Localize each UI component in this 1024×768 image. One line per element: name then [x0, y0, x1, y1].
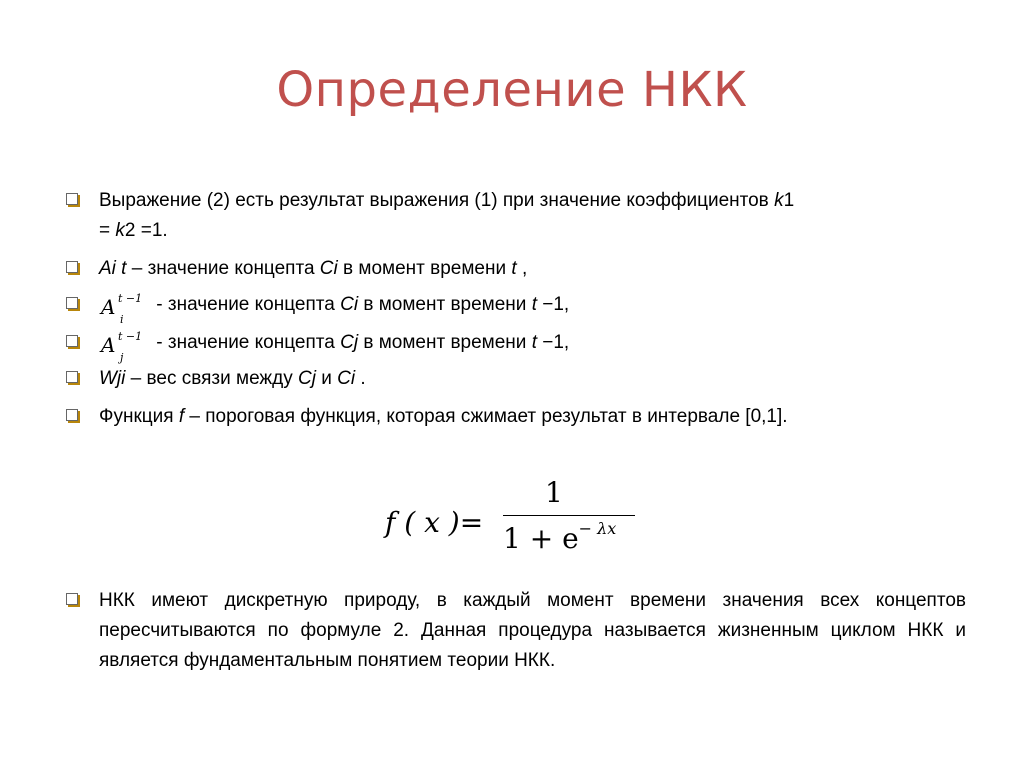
bullet-item-2 — [66, 254, 966, 284]
bullet-text: −1, — [536, 332, 570, 354]
math-base: A — [101, 333, 116, 357]
bullet-item-3 — [66, 290, 966, 326]
bullet-text: – значение концепта — [126, 258, 320, 279]
bullet-text: . — [355, 368, 366, 389]
formula-numerator: 1 — [545, 476, 563, 509]
math-a-i-t-minus-1 — [99, 290, 151, 326]
var-t: t — [511, 258, 517, 279]
bullet-item-6 — [66, 402, 966, 432]
bullet-text: Функция — [99, 406, 179, 427]
denominator-base: 1 + e — [503, 522, 579, 555]
square-bullet-icon — [66, 593, 80, 607]
var-f: f — [178, 406, 185, 427]
var-ai-t: Ai t — [99, 258, 127, 279]
slide-title: Определение НКК — [276, 62, 748, 118]
square-bullet-icon — [66, 335, 80, 349]
var-cj: Cj — [298, 368, 316, 389]
sigmoid-formula — [385, 476, 645, 566]
k2-rest: 2 =1. — [124, 220, 168, 241]
bullet-item-5 — [66, 364, 966, 394]
square-bullet-icon — [66, 261, 80, 275]
formula-denominator — [503, 519, 617, 555]
bullet-text: – вес связи между — [125, 368, 299, 389]
math-superscript: t −1 — [118, 292, 143, 305]
var-ci: Ci — [319, 258, 338, 279]
math-subscript: j — [120, 351, 124, 364]
math-superscript: t −1 — [118, 330, 143, 343]
bullet-text: в момент времени — [337, 258, 512, 279]
bullet-text: - значение концепта — [151, 332, 341, 354]
math-subscript: i — [120, 313, 124, 326]
bullet-text: в момент времени — [358, 332, 532, 354]
var-cj: Cj — [340, 332, 359, 354]
denominator-exponent: − λx — [578, 519, 617, 538]
var-k: k — [115, 220, 125, 241]
bullet-item-4 — [66, 328, 966, 364]
bullet-text: в момент времени — [358, 294, 532, 316]
bullet-text: и — [315, 368, 338, 389]
var-k: k — [774, 190, 784, 211]
square-bullet-icon — [66, 297, 80, 311]
k1-index: 1 — [783, 190, 795, 211]
bullet-text: −1, — [536, 294, 570, 316]
bullet-text-eq: = — [99, 220, 116, 241]
var-ci: Ci — [337, 368, 356, 389]
square-bullet-icon — [66, 409, 80, 423]
fraction-bar — [503, 515, 635, 516]
bullet-item-summary — [66, 586, 966, 676]
var-t: t — [531, 294, 537, 316]
bullet-text: Выражение (2) есть результат выражения (1) при значение коэффициентов — [99, 190, 775, 211]
bullet-text: , — [516, 258, 528, 279]
var-t: t — [531, 332, 537, 354]
bullet-text: – пороговая функция, которая сжимает результат в интервале [0,1]. — [184, 406, 788, 427]
summary-paragraph: НКК имеют дискретную природу, в каждый момент времени значения всех концептов пересчитываются по формуле 2. Данная процедура называется жизненным циклом НКК и является фундаментальным понятием теории НКК. — [99, 590, 966, 671]
math-base: A — [101, 295, 116, 319]
square-bullet-icon — [66, 371, 80, 385]
var-ci: Ci — [340, 294, 359, 316]
formula-lhs: f ( x )= — [385, 506, 484, 539]
bullet-item-1 — [66, 186, 966, 246]
var-wji: Wji — [99, 368, 126, 389]
bullet-text: - значение концепта — [151, 294, 341, 316]
math-a-j-t-minus-1 — [99, 328, 151, 364]
square-bullet-icon — [66, 193, 80, 207]
